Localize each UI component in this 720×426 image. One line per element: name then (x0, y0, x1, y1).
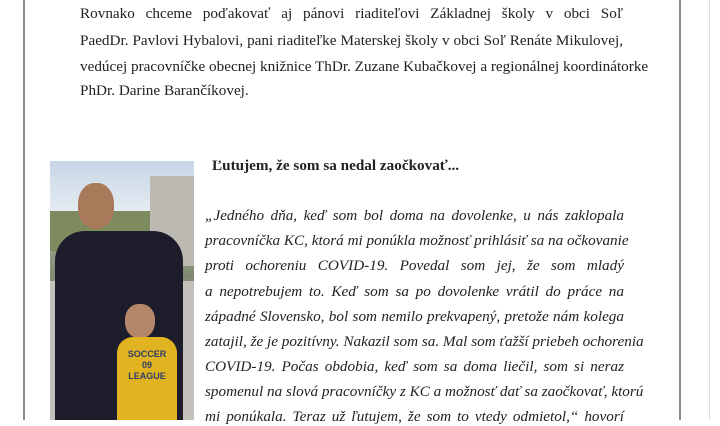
quote-line: zatajil, že je pozitívny. Nakazil som sa. Mal som ťažší priebeh ochorenia (205, 333, 644, 350)
quote-line: „Jedného dňa, keď som bol doma na dovolenke, u nás zaklopala (205, 207, 624, 224)
quote-line: pracovníčka KC, ktorá mi ponúkla možnosť prihlásiť sa na očkovanie (205, 232, 629, 249)
quote-line: západné Slovensko, bol som nemilo prekvapený, pretože nám kolega (205, 308, 624, 325)
paragraph-line: vedúcej pracovníčke obecnej knižnice ThDr. Zuzane Kubačkovej a regionálnej koordinátorke (80, 58, 649, 75)
scan-edge (709, 0, 710, 420)
quote-line: COVID-19. Počas obdobia, keď som sa doma liečil, som si neraz (205, 358, 624, 375)
page-left-border (23, 0, 25, 420)
photo-man-and-boy (50, 161, 194, 420)
paragraph-line: PaedDr. Pavlovi Hybalovi, pani riaditeľke Materskej školy v obci Soľ Renáte Mikulovej, (80, 32, 623, 49)
page-right-border (679, 0, 681, 420)
section-heading: Ľutujem, že som sa nedal zaočkovať... (212, 157, 460, 174)
quote-line: proti ochoreniu COVID-19. Povedal som jej, že som mladý (205, 257, 624, 274)
paragraph-line: Rovnako chceme poďakovať aj pánovi riaditeľovi Základnej školy v obci Soľ (80, 5, 623, 22)
shirt-print-text: SOCCER 09 LEAGUE (127, 349, 167, 381)
paragraph-line: PhDr. Darine Barančíkovej. (80, 82, 249, 99)
quote-line: a nepotrebujem to. Keď som sa po dovolenke vrátil do práce na (205, 283, 624, 300)
quote-line: mi ponúkala. Teraz už ľutujem, že som to vtedy odmietol,“ hovorí (205, 408, 624, 425)
quote-line: spomenul na slová pracovníčky z KC a možnosť dať sa zaočkovať, ktorú (205, 383, 644, 400)
